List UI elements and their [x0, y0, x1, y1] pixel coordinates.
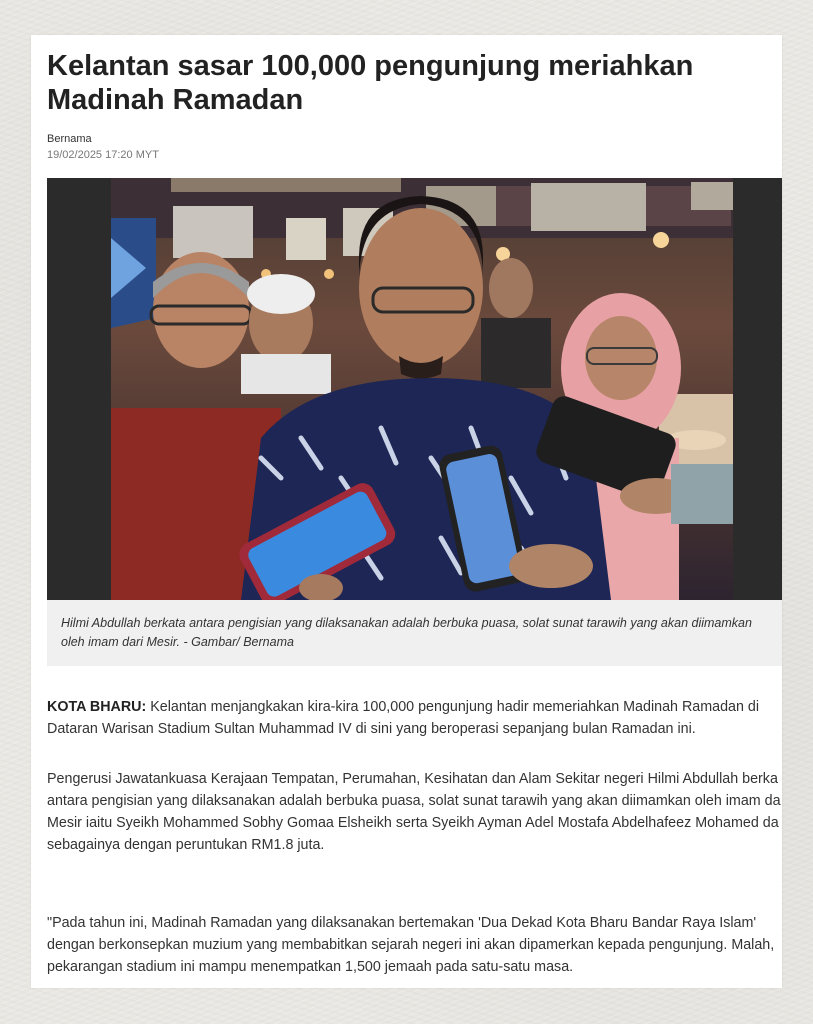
author-name: Bernama — [47, 133, 92, 145]
article-title-line-2: Madinah Ramadan — [47, 84, 304, 116]
photo-frame — [47, 178, 782, 600]
paragraph-line: dengan berkonsepkan muzium yang membabitkan sejarah negeri ini akan dipamerkan kepada pengunjung. Malah, — [47, 937, 775, 953]
paragraph-line: Pengerusi Jawatankuasa Kerajaan Tempatan, Perumahan, Kesihatan dan Alam Sekitar negeri Hilmi Abdullah berka — [47, 771, 778, 787]
photo-caption-line-1: Hilmi Abdullah berkata antara pengisian yang dilaksanakan adalah berbuka puasa, solat sunat tarawih yang akan diimamkan — [61, 616, 752, 630]
article-title-line-1: Kelantan sasar 100,000 pengunjung meriahkan — [47, 50, 694, 82]
paragraph-line: antara pengisian yang dilaksanakan adalah berbuka puasa, solat sunat tarawih yang akan diimamkan oleh imam da — [47, 793, 781, 809]
paragraph-line: "Pada tahun ini, Madinah Ramadan yang dilaksanakan bertemakan 'Dua Dekad Kota Bharu Bandar Raya Islam' — [47, 915, 757, 931]
photo-caption-line-2: oleh imam dari Mesir. - Gambar/ Bernama — [61, 635, 294, 649]
article-figure — [47, 178, 782, 666]
paragraph-line: pekarangan stadium ini mampu menempatkan 1,500 jemaah pada satu-satu masa. — [47, 959, 574, 975]
paragraph-text: Kelantan menjangkakan kira-kira 100,000 pengunjung hadir memeriahkan Madinah Ramadan di — [146, 699, 760, 715]
paragraph-line — [47, 696, 782, 718]
news-photo[interactable] — [111, 178, 733, 600]
photo-caption — [61, 614, 766, 652]
news-photo-illustration — [111, 178, 733, 600]
article-paragraph — [47, 912, 782, 978]
paragraph-line: Mesir iaitu Syeikh Mohammed Sobhy Gomaa Elsheikh serta Syeikh Ayman Adel Mostafa Abdelhafeez Mohamed da — [47, 815, 779, 831]
publish-timestamp: 19/02/2025 17:20 MYT — [47, 149, 159, 161]
article-paragraph — [47, 768, 782, 856]
paragraph-line: Dataran Warisan Stadium Sultan Muhammad IV di sini yang beroperasi sepanjang bulan Ramadan ini. — [47, 721, 696, 737]
article-card — [31, 35, 782, 988]
article-title — [47, 49, 747, 117]
dateline: KOTA BHARU: — [47, 699, 147, 715]
article-paragraph — [47, 696, 782, 740]
paragraph-line: sebagainya dengan peruntukan RM1.8 juta. — [47, 837, 325, 853]
